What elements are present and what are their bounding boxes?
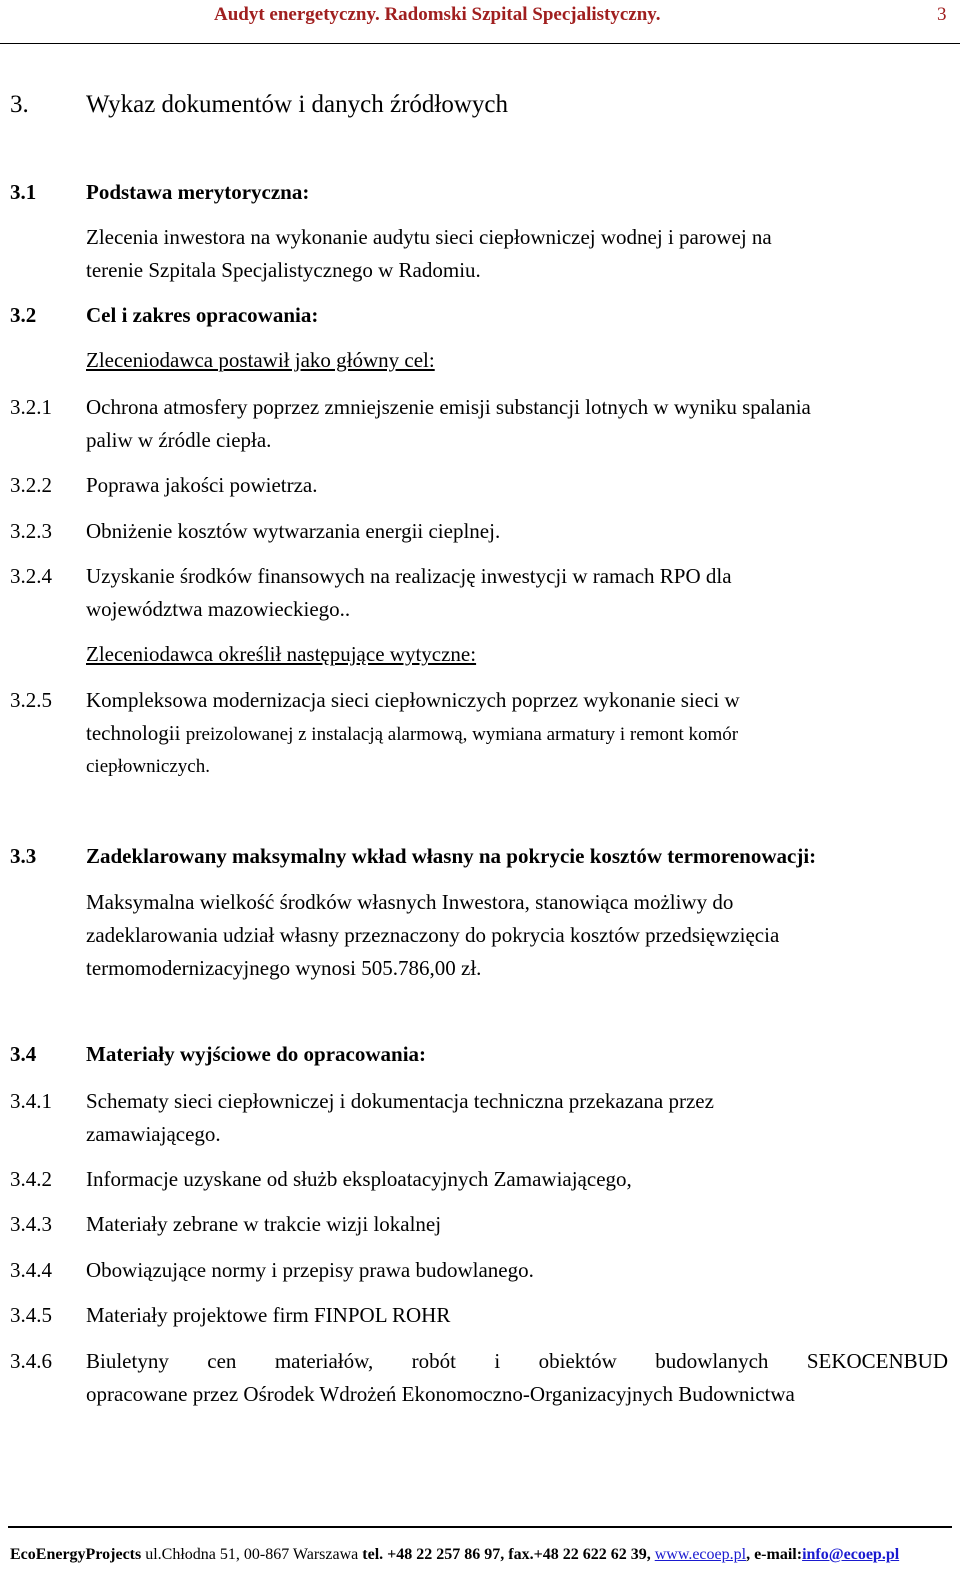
subheading-guidelines: Zleceniodawca określił następujące wytyczne:	[86, 642, 477, 666]
item-text-part: preizolowanej z instalacją alarmową, wymiana armatury i remont komór	[185, 724, 739, 745]
item-text: opracowane przez Ośrodek Wdrożeń Ekonomoczno-Organizacyjnych Budownictwa	[86, 1382, 795, 1406]
item-text: Schematy sieci ciepłowniczej i dokumentacja techniczna przekazana przez	[86, 1089, 714, 1113]
paragraph-3-3-line: zadeklarowania udział własny przeznaczony do pokrycia kosztów przedsięwzięcia	[86, 923, 780, 947]
paragraph-3-1-line: terenie Szpitala Specjalistycznego w Radomiu.	[86, 258, 481, 282]
item-number: 3.4.6	[10, 1349, 52, 1373]
heading-3-2: Cel i zakres opracowania:	[86, 303, 319, 327]
item-text	[86, 717, 738, 751]
item-number: 3.2.2	[10, 473, 52, 497]
footer-website-link[interactable]: www.ecoep.pl	[654, 1546, 747, 1563]
heading-3-1: Podstawa merytoryczna:	[86, 180, 310, 204]
item-text: Kompleksowa modernizacja sieci ciepłowniczych poprzez wykonanie sieci w	[86, 688, 740, 712]
heading-number-3-4: 3.4	[10, 1042, 37, 1066]
footer-company: EcoEnergyProjects	[10, 1546, 142, 1563]
paragraph-3-3-line: termomodernizacyjnego wynosi 505.786,00 zł.	[86, 956, 482, 980]
section-number: 3.	[10, 91, 29, 118]
footer-address: ul.Chłodna 51, 00-867 Warszawa	[141, 1546, 363, 1563]
footer-email-link[interactable]: info@ecoep.pl	[802, 1546, 900, 1563]
item-text: Biuletyny cen materiałów, robót i obiektów budowlanych SEKOCENBUD	[86, 1349, 948, 1373]
item-text: Materiały zebrane w trakcie wizji lokalnej	[86, 1212, 442, 1236]
page-header	[0, 0, 960, 44]
item-number: 3.4.3	[10, 1212, 52, 1236]
paragraph-3-3-line: Maksymalna wielkość środków własnych Inwestora, stanowiąca możliwy do	[86, 890, 734, 914]
heading-number-3-1: 3.1	[10, 180, 37, 204]
page-number: 3	[937, 4, 947, 25]
footer-email-label: , e-mail:	[746, 1546, 803, 1563]
heading-3-3: Zadeklarowany maksymalny wkład własny na pokrycie kosztów termorenowacji:	[86, 844, 817, 868]
item-text: Materiały projektowe firm FINPOL ROHR	[86, 1303, 451, 1327]
heading-number-3-2: 3.2	[10, 303, 37, 327]
item-number: 3.4.4	[10, 1258, 52, 1282]
item-number: 3.4.2	[10, 1167, 52, 1191]
heading-3-4: Materiały wyjściowe do opracowania:	[86, 1042, 427, 1066]
item-number: 3.4.5	[10, 1303, 52, 1327]
item-text: ciepłowniczych.	[86, 756, 210, 777]
item-text: Obniżenie kosztów wytwarzania energii cieplnej.	[86, 519, 501, 543]
subheading-goal: Zleceniodawca postawił jako główny cel:	[86, 348, 435, 372]
paragraph-3-1-line: Zlecenia inwestora na wykonanie audytu sieci ciepłowniczej wodnej i parowej na	[86, 225, 772, 249]
item-number: 3.2.4	[10, 564, 52, 588]
item-text: województwa mazowieckiego..	[86, 597, 351, 621]
item-text: paliw w źródle ciepła.	[86, 428, 272, 452]
header-title: Audyt energetyczny. Radomski Szpital Specjalistyczny.	[214, 4, 661, 25]
item-text: Informacje uzyskane od służb eksploatacyjnych Zamawiającego,	[86, 1167, 632, 1191]
item-number: 3.4.1	[10, 1089, 52, 1113]
page-footer	[10, 1546, 899, 1564]
item-number: 3.2.3	[10, 519, 52, 543]
footer-phones: tel. +48 22 257 86 97, fax.+48 22 622 62 39,	[362, 1546, 651, 1563]
heading-number-3-3: 3.3	[10, 844, 37, 868]
item-text: Uzyskanie środków finansowych na realizację inwestycji w ramach RPO dla	[86, 564, 732, 588]
footer-divider	[8, 1526, 952, 1528]
item-text: zamawiającego.	[86, 1122, 221, 1146]
item-number: 3.2.1	[10, 395, 52, 419]
item-text: Poprawa jakości powietrza.	[86, 473, 318, 497]
item-text-part: technologii	[86, 721, 186, 745]
item-number: 3.2.5	[10, 688, 52, 712]
item-text: Obowiązujące normy i przepisy prawa budowlanego.	[86, 1258, 534, 1282]
section-title: Wykaz dokumentów i danych źródłowych	[86, 91, 508, 118]
item-text: Ochrona atmosfery poprzez zmniejszenie emisji substancji lotnych w wyniku spalania	[86, 395, 811, 419]
